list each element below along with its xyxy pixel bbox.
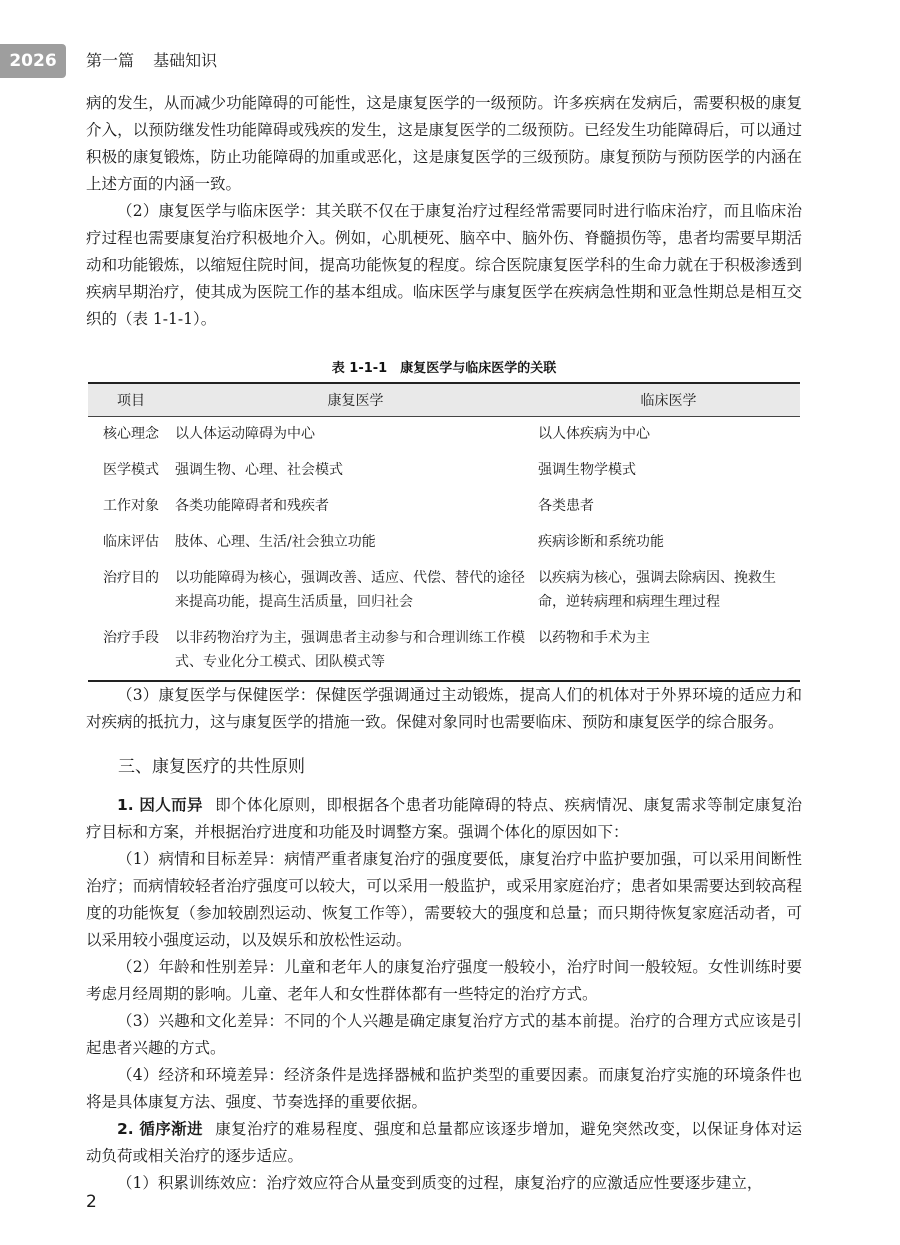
paragraph: （2）康复医学与临床医学：其关联不仅在于康复治疗过程经常需要同时进行临床治疗，而且临床治疗过程也需要康复治疗积极地介入。例如，心肌梗死、脑卒中、脑外伤、脊髓损伤等，患者均需要早期活动和功能锻炼，以缩短住院时间，提高功能恢复的程度。综合医院康复医学科的生命力就在于积极渗透到疾病早期治疗，使其成为医院工作的基本组成。临床医学与康复医学在疾病急性期和亚急性期总是相互交织的（表 1-1-1）。 [86, 202, 802, 328]
section-heading: 三、康复医疗的共性原则 [118, 757, 305, 777]
table-caption: 表 1-1-1 康复医学与临床医学的关联 [331, 361, 557, 376]
table-cell-item: 治疗目的 [103, 570, 159, 586]
table-cell-rehab: 以功能障碍为核心，强调改善、适应、代偿、替代的途径来提高功能，提高生活质量，回归社会 [175, 570, 525, 610]
table-header-cell: 项目 [88, 383, 174, 417]
table-cell-item: 医学模式 [103, 462, 159, 478]
principle-text: 康复治疗的难易程度、强度和总量都应该逐步增加，避免突然改变，以保证身体对运动负荷或相关治疗的逐步适应。 [86, 1120, 802, 1165]
principle-term: 1. 因人而异 [117, 796, 203, 814]
chapter-header [86, 44, 217, 78]
table-cell-clinical: 疾病诊断和系统功能 [538, 534, 664, 550]
table-row [88, 453, 800, 489]
table-row [88, 561, 800, 621]
principle-paragraph [86, 1116, 802, 1170]
table-cell-clinical: 以疾病为核心，强调去除病因、挽救生命，逆转病理和病理生理过程 [538, 570, 776, 610]
year-badge: 2026 [0, 44, 66, 78]
table-row [88, 525, 800, 561]
principle-text: 即个体化原则，即根据各个患者功能障碍的特点、疾病情况、康复需求等制定康复治疗目标和方案，并根据治疗进度和功能及时调整方案。强调个体化的原因如下： [86, 796, 802, 841]
table-cell-item: 核心理念 [103, 426, 159, 442]
principle-term: 2. 循序渐进 [117, 1120, 203, 1138]
table-cell-item: 工作对象 [103, 498, 159, 514]
paragraph: （4）经济和环境差异：经济条件是选择器械和监护类型的重要因素。而康复治疗实施的环境条件也将是具体康复方法、强度、节奏选择的重要依据。 [86, 1066, 802, 1111]
page-number: 2 [86, 1192, 97, 1212]
table-row [88, 621, 800, 681]
table-header-cell: 康复医学 [174, 383, 537, 417]
paragraph: 病的发生，从而减少功能障碍的可能性，这是康复医学的一级预防。许多疾病在发病后，需要积极的康复介入，以预防继发性功能障碍或残疾的发生，这是康复医学的二级预防。已经发生功能障碍后，可以通过积极的康复锻炼，防止功能障碍的加重或恶化，这是康复医学的三级预防。康复预防与预防医学的内涵在上述方面的内涵一致。 [86, 94, 802, 193]
table-row [88, 489, 800, 525]
table-header-cell: 临床医学 [537, 383, 800, 417]
section-label: 基础知识 [153, 51, 218, 70]
table-cell-rehab: 肢体、心理、生活/社会独立功能 [175, 534, 376, 550]
table-cell-clinical: 以人体疾病为中心 [538, 426, 650, 442]
paragraph: （1）积累训练效应：治疗效应符合从量变到质变的过程，康复治疗的应激适应性要逐步建立， [117, 1174, 763, 1192]
table-cell-rehab: 以非药物治疗为主，强调患者主动参与和合理训练工作模式、专业化分工模式、团队模式等 [174, 621, 537, 681]
table-cell-rehab: 以人体运动障碍为中心 [175, 426, 315, 442]
paragraph: （3）康复医学与保健医学：保健医学强调通过主动锻炼，提高人们的机体对于外界环境的适应力和对疾病的抵抗力，这与康复医学的措施一致。保健对象同时也需要临床、预防和康复医学的综合服务。 [86, 686, 802, 731]
principle-paragraph [86, 792, 802, 846]
paragraph: （2）年龄和性别差异：儿童和老年人的康复治疗强度一般较小，治疗时间一般较短。女性训练时要考虑月经周期的影响。儿童、老年人和女性群体都有一些特定的治疗方式。 [86, 958, 802, 1003]
table-cell-clinical: 强调生物学模式 [538, 462, 636, 478]
table-header-row [88, 383, 800, 417]
table-cell-rehab: 各类功能障碍者和残疾者 [175, 498, 329, 514]
table-row [88, 417, 800, 454]
part-label: 第一篇 [86, 51, 135, 70]
paragraph: （1）病情和目标差异：病情严重者康复治疗的强度要低，康复治疗中监护要加强，可以采用间断性治疗；而病情较轻者治疗强度可以较大，可以采用一般监护，或采用家庭治疗；患者如果需要达到较高程度的功能恢复（参加较剧烈运动、恢复工作等），需要较大的强度和总量；而只期待恢复家庭活动者，可以采用较小强度运动，以及娱乐和放松性运动。 [86, 850, 802, 949]
table-cell-item: 治疗手段 [88, 621, 174, 681]
table-cell-clinical: 以药物和手术为主 [537, 621, 800, 681]
table-cell-clinical: 各类患者 [538, 498, 594, 514]
page-content [86, 90, 802, 1197]
paragraph: （3）兴趣和文化差异：不同的个人兴趣是确定康复治疗方式的基本前提。治疗的合理方式应该是引起患者兴趣的方式。 [86, 1012, 802, 1057]
table-cell-item: 临床评估 [103, 534, 159, 550]
table-cell-rehab: 强调生物、心理、社会模式 [175, 462, 343, 478]
comparison-table [88, 382, 800, 682]
